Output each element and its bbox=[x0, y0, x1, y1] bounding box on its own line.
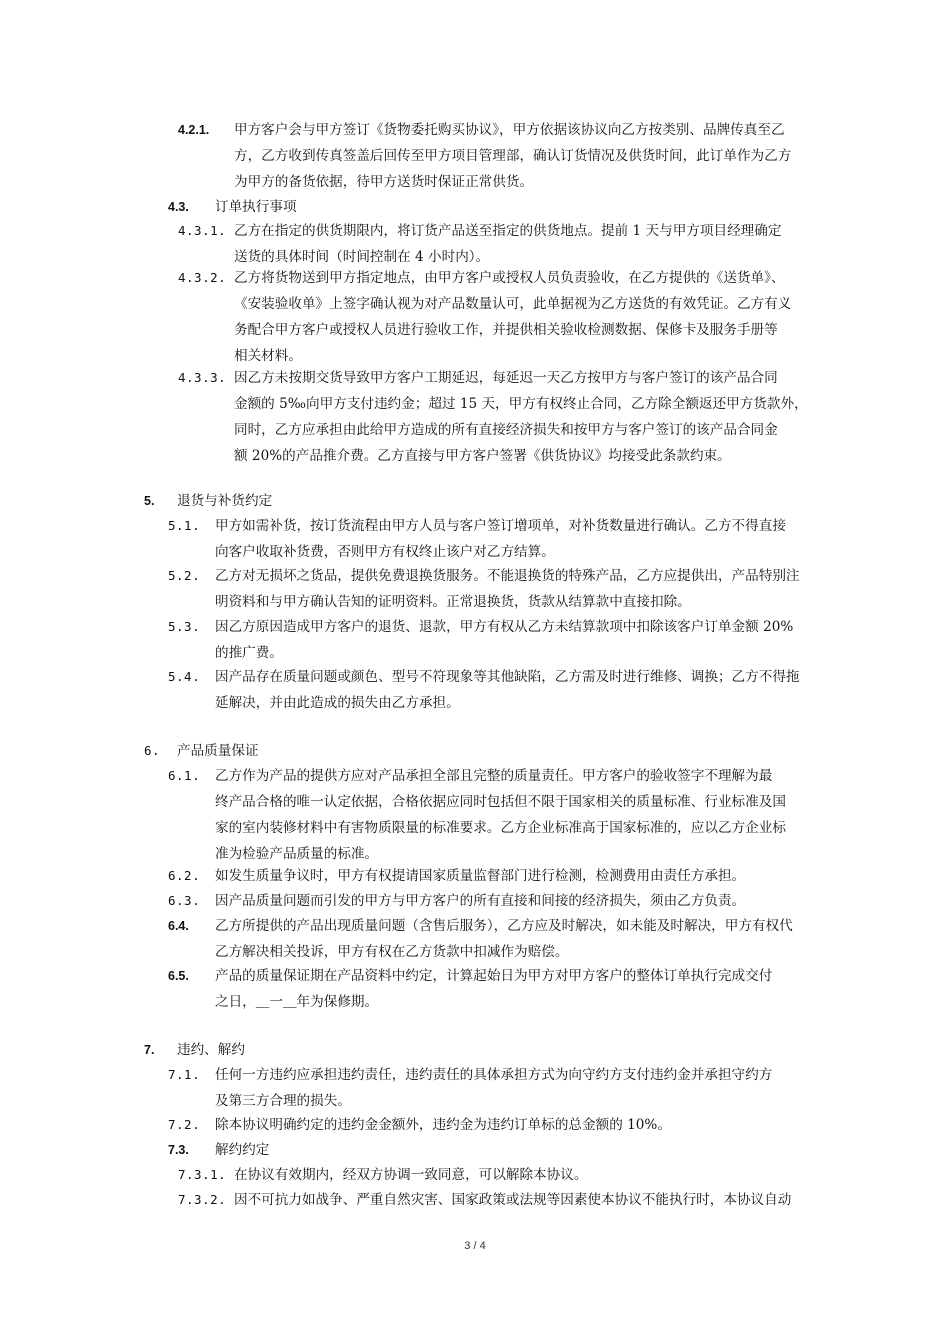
clause-number: 6.3. bbox=[168, 893, 201, 908]
clause-text: 产品的质量保证期在产品资料中约定，计算起始日为甲方对甲方客户的整体订单执行完成交付 之日，＿一＿年为保修期。 bbox=[215, 968, 773, 1010]
clause-number: 6.2. bbox=[168, 868, 201, 883]
clause-text: 乙方在指定的供货期限内，将订货产品送至指定的供货地点。提前 1 天与甲方项目经理确定 送货的具体时间（时间控制在 4 小时内）。 bbox=[234, 223, 782, 265]
clause-heading: 订单执行事项 bbox=[215, 199, 297, 215]
clause-heading: 解约约定 bbox=[215, 1142, 270, 1158]
clause-text: 除本协议明确约定的违约金金额外，违约金为违约订单标的总金额的 10%。 bbox=[215, 1117, 671, 1133]
clause-text: 乙方将货物送到甲方指定地点，由甲方客户或授权人员负责验收，在乙方提供的《送货单》、 《安装验收单》上签字确认视为对产品数量认可，此单据视为乙方送货的有效凭证。乙方有义 务配合甲方客户或授权人员进行验收工作，并提供相关验收检测数据、保修卡及服务手册等 相关材料。 bbox=[234, 270, 792, 364]
section-number: 6. bbox=[144, 743, 161, 758]
clause-number: 4.2.1. bbox=[178, 123, 210, 137]
clause-text: 任何一方违约应承担违约责任，违约责任的具体承担方式为向守约方支付违约金并承担守约方 及第三方合理的损失。 bbox=[215, 1067, 773, 1109]
clause-number: 4.3.1. bbox=[178, 223, 227, 238]
clause-text: 因乙方未按期交货导致甲方客户工期延迟，每延迟一天乙方按甲方与客户签订的该产品合同 金额的 5‰向甲方支付违约金；超过 15 天，甲方有权终止合同，乙方除全额返还甲方货款外， 同时，乙方应承担由此给甲方造成的所有直接经济损失和按甲方与客户签订的该产品合同金 额 20%的产品推介费。乙方直接与甲方客户签署《供货协议》均接受此条款约束。 bbox=[234, 370, 808, 464]
section-heading: 退货与补货约定 bbox=[177, 493, 273, 509]
clause-text: 甲方如需补货，按订货流程由甲方人员与客户签订增项单，对补货数量进行确认。乙方不得直接 向客户收取补货费，否则甲方有权终止该户对乙方结算。 bbox=[215, 518, 786, 560]
section-number: 5. bbox=[144, 494, 155, 508]
clause-number: 6.1. bbox=[168, 768, 201, 783]
clause-number: 5.2. bbox=[168, 568, 201, 583]
clause-text: 乙方作为产品的提供方应对产品承担全部且完整的质量责任。甲方客户的验收签字不理解为最 终产品合格的唯一认定依据，合格依据应同时包括但不限于国家相关的质量标准、行业标准及国 家的室内装修材料中有害物质限量的标准要求。乙方企业标准高于国家标准的，应以乙方企业标 准为检验产品质量的标准。 bbox=[215, 768, 786, 862]
clause-text: 如发生质量争议时，甲方有权提请国家质量监督部门进行检测，检测费用由责任方承担。 bbox=[215, 868, 746, 884]
clause-number: 5.1. bbox=[168, 518, 201, 533]
clause-number: 7.3.2. bbox=[178, 1192, 227, 1207]
clause-number: 5.3. bbox=[168, 619, 201, 634]
clause-number: 7.2. bbox=[168, 1117, 201, 1132]
clause-text: 因产品质量问题而引发的甲方与甲方客户的所有直接和间接的经济损失，须由乙方负责。 bbox=[215, 893, 746, 909]
clause-number: 6.4. bbox=[168, 919, 189, 933]
clause-text: 乙方所提供的产品出现质量问题（含售后服务），乙方应及时解决，如未能及时解决，甲方有权代 乙方解决相关投诉，甲方有权在乙方货款中扣减作为赔偿。 bbox=[215, 918, 793, 960]
clause-text: 乙方对无损坏之货品，提供免费退换货服务。不能退换货的特殊产品，乙方应提供出，产品特别注 明资料和与甲方确认告知的证明资料。正常退换货，货款从结算款中直接扣除。 bbox=[215, 568, 800, 610]
clause-number: 4.3.3. bbox=[178, 370, 227, 385]
clause-number: 7.3. bbox=[168, 1143, 189, 1157]
clause-number: 5.4. bbox=[168, 669, 201, 684]
clause-number: 4.3.2. bbox=[178, 270, 227, 285]
clause-text: 因产品存在质量问题或颜色、型号不符现象等其他缺陷，乙方需及时进行维修、调换；乙方不得拖 延解决，并由此造成的损失由乙方承担。 bbox=[215, 669, 800, 711]
section-number: 7. bbox=[144, 1043, 155, 1057]
section-heading: 违约、解约 bbox=[177, 1042, 245, 1058]
clause-text: 因乙方原因造成甲方客户的退货、退款，甲方有权从乙方未结算款项中扣除该客户订单金额 20% 的推广费。 bbox=[215, 619, 794, 661]
clause-number: 7.1. bbox=[168, 1067, 201, 1082]
clause-number: 6.5. bbox=[168, 969, 189, 983]
clause-text: 在协议有效期内，经双方协调一致同意，可以解除本协议。 bbox=[234, 1167, 588, 1183]
clause-number: 4.3. bbox=[168, 200, 189, 214]
clause-text: 甲方客户会与甲方签订《货物委托购买协议》，甲方依据该协议向乙方按类别、品牌传真至乙 方，乙方收到传真签盖后回传至甲方项目管理部，确认订货情况及供货时间，此订单作为乙方 为甲方的备货依据，待甲方送货时保证正常供货。 bbox=[234, 122, 792, 190]
page-number: 3 / 4 bbox=[464, 1240, 486, 1252]
clause-text: 因不可抗力如战争、严重自然灾害、国家政策或法规等因素使本协议不能执行时，本协议自动 bbox=[234, 1192, 792, 1208]
section-heading: 产品质量保证 bbox=[177, 743, 259, 759]
clause-number: 7.3.1. bbox=[178, 1167, 227, 1182]
